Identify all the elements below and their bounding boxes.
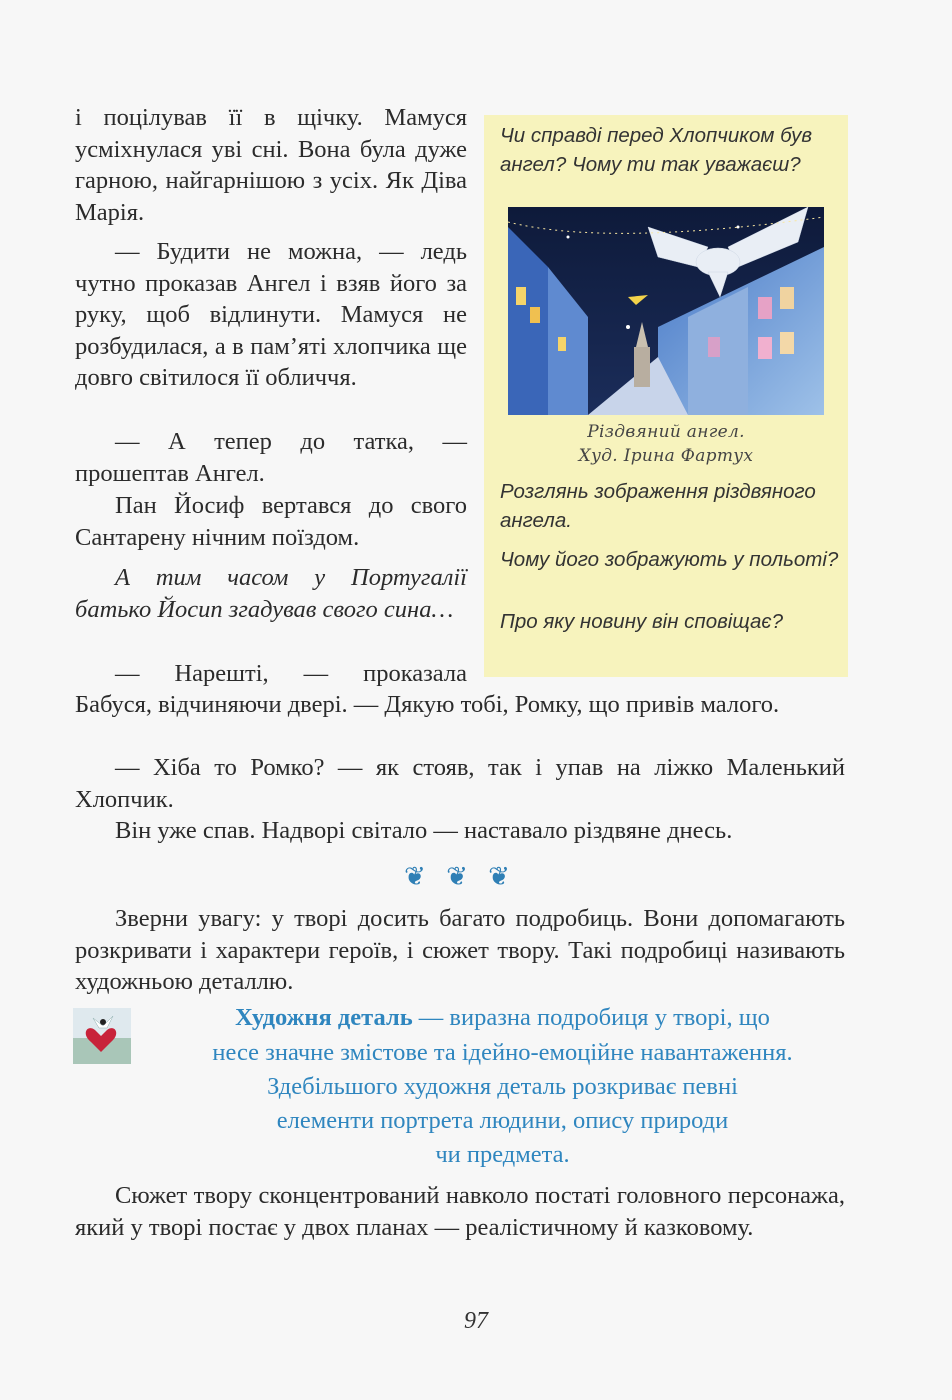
sidebar-task-news: Про яку новину він сповіщає? xyxy=(500,610,783,633)
paragraph-to-daddy: — А тепер до татка, — прошептав Ангел. xyxy=(75,428,467,487)
paragraph-kiss: і поцілував її в щічку. Мамуся усміхнулася уві сні. Вона була дуже гарною, найгарнішою з усіх. Як Діва Марія. xyxy=(75,104,467,226)
painting-caption xyxy=(484,420,848,468)
definition-line-4: елементи портрета людини, опису природи xyxy=(276,1107,729,1134)
ornament-divider: ❦ ❦ ❦ xyxy=(404,862,516,892)
paragraph-grandma: Бабуся, відчиняючи двері. — Дякую тобі, Ромку, що привів малого. xyxy=(75,691,780,718)
paragraph-attention: Зверни увагу: у творі досить багато подробиць. Вони допомагають розкривати і характери героїв, і сюжет твору. Такі подробиці називають художньою деталлю. xyxy=(75,905,845,995)
definition-line-2: несе значне змістове та ідейно-емоційне навантаження. xyxy=(212,1039,793,1066)
definition-line-1-rest: — виразна подробиця у творі, що xyxy=(412,1004,770,1031)
definition-line-3: Здебільшого художня деталь розкриває певні xyxy=(267,1073,738,1100)
heart-bird-icon xyxy=(73,1008,131,1064)
paragraph-portugal: А тим часом у Португалії батько Йосип згадував свого сина… xyxy=(75,564,467,623)
paragraph-plot: Сюжет твору сконцентрований навколо постаті головного персонажа, який у творі постає у двох планах — реалістичному й казковому. xyxy=(75,1182,845,1241)
definition-line-5: чи предмета. xyxy=(435,1141,570,1168)
definition-line-1 xyxy=(140,1001,865,1035)
paragraph-asleep: Він уже спав. Надворі світало — наставало різдвяне днесь. xyxy=(115,817,733,844)
sidebar-task-why-flying: Чому його зображують у польоті? xyxy=(500,548,839,571)
caption-author: Худ. Ірина Фартух xyxy=(578,446,754,466)
definition-term: Художня деталь xyxy=(235,1004,413,1031)
sidebar-question: Чи справді перед Хлопчиком був ангел? Чому ти так уважаєш? xyxy=(500,124,813,176)
page-number: 97 xyxy=(464,1308,488,1334)
christmas-angel-painting xyxy=(508,207,824,415)
paragraph-finally: — Нарешті, — проказала xyxy=(115,660,467,687)
sidebar-box xyxy=(484,115,848,677)
paragraph-do-not-wake: — Будити не можна, — ледь чутно проказав Ангел і взяв його за руку, щоб відлинути. Мамуся не розбудилася, а в пам’яті хлопчика ще довго світилося її обличчя. xyxy=(75,238,467,391)
paragraph-pan-josyf: Пан Йосиф вертався до свого Сантарену нічним поїздом. xyxy=(75,492,467,551)
sidebar-task-look: Розглянь зображення різдвяного ангела. xyxy=(500,480,816,532)
caption-title: Різдвяний ангел. xyxy=(587,422,745,442)
paragraph-is-it-romko: — Хіба то Ромко? — як стояв, так і упав на ліжко Маленький Хлопчик. xyxy=(75,754,845,813)
